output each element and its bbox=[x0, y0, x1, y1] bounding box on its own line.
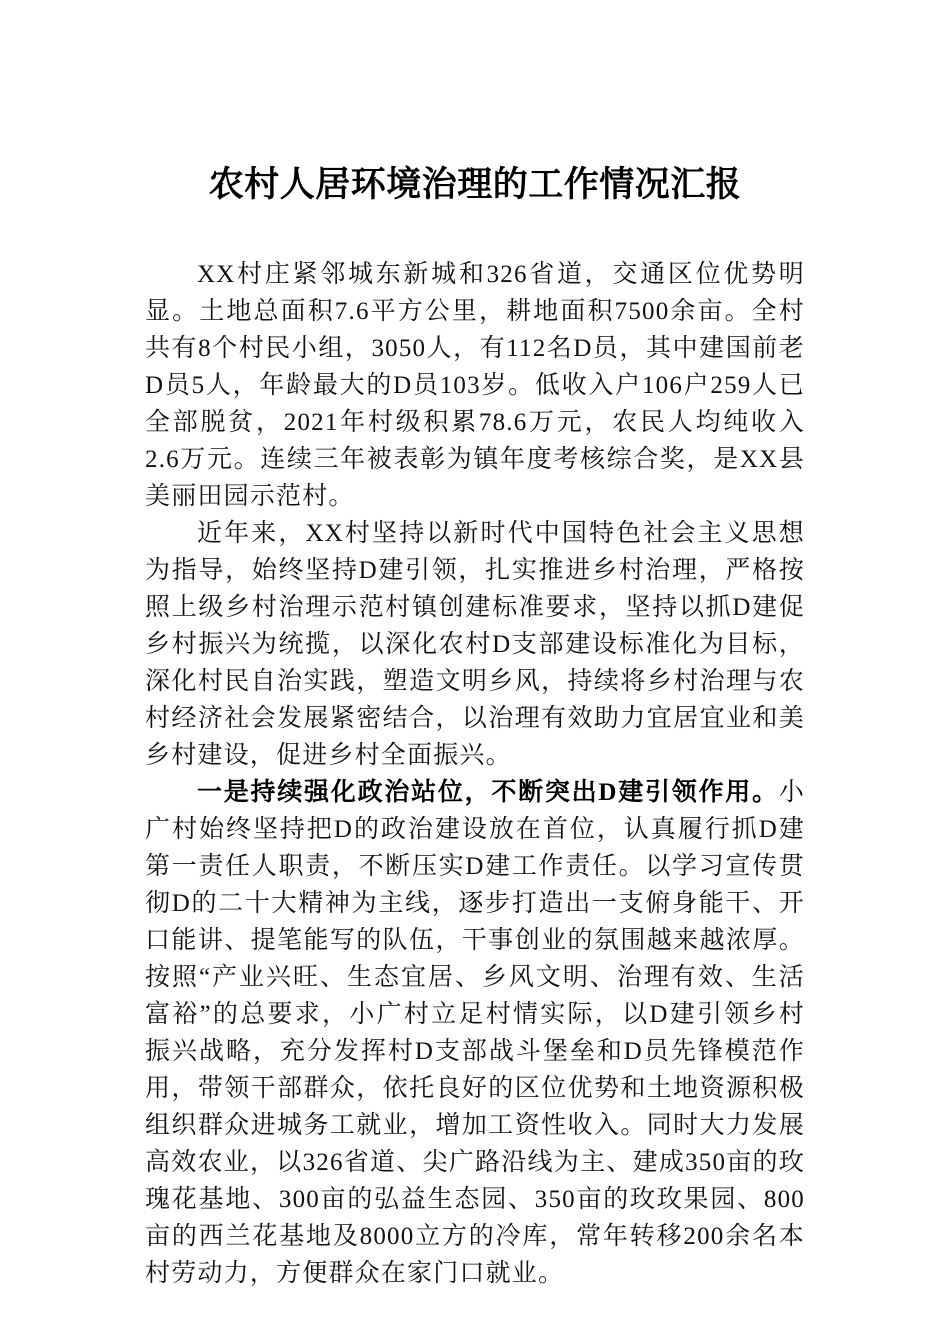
document-title: 农村人居环境治理的工作情况汇报 bbox=[208, 164, 742, 205]
paragraph-village-overview bbox=[145, 256, 805, 515]
paragraph-lead-bold: 一是持续强化政治站位，不断突出D建引领作用。 bbox=[197, 779, 779, 806]
document-body bbox=[145, 256, 805, 1292]
paragraph-political-stance bbox=[145, 774, 805, 1292]
paragraph-text: XX村庄紧邻城东新城和326省道，交通区位优势明显。土地总面积7.6平方公里，耕地面积7500余亩。全村共有8个村民小组，3050人，有112名D员，其中建国前老D员5人，年龄最大的D员103岁。低收入户106户259人已全部脱贫，2021年村级积累78.6万元，农民人均纯收入2.6万元。连续三年被表彰为镇年度考核综合奖，是XX县美丽田园示范村。 bbox=[145, 261, 805, 510]
paragraph-text: 近年来，XX村坚持以新时代中国特色社会主义思想为指导，始终坚持D建引领，扎实推进乡村治理，严格按照上级乡村治理示范村镇创建标准要求，坚持以抓D建促乡村振兴为统揽，以深化农村D支部建设标准化为目标，深化村民自治实践，塑造文明乡风，持续将乡村治理与农村经济社会发展紧密结合，以治理有效助力宜居宜业和美乡村建设，促进乡村全面振兴。 bbox=[145, 520, 805, 769]
paragraph-text: 小广村始终坚持把D的政治建设放在首位，认真履行抓D建第一责任人职责，不断压实D建工作责任。以学习宣传贯彻D的二十大精神为主线，逐步打造出一支俯身能干、开口能讲、提笔能写的队伍，干事创业的氛围越来越浓厚。按照“产业兴旺、生态宜居、乡风文明、治理有效、生活富裕”的总要求，小广村立足村情实际，以D建引领乡村振兴战略，充分发挥村D支部战斗堡垒和D员先锋模范作用，带领干部群众，依托良好的区位优势和土地资源积极组织群众进城务工就业，增加工资性收入。同时大力发展高效农业，以326省道、尖广路沿线为主、建成350亩的玫瑰花基地、300亩的弘益生态园、350亩的玫玫果园、800亩的西兰花基地及8000立方的冷库，常年转移200余名本村劳动力，方便群众在家门口就业。 bbox=[145, 779, 805, 1287]
paragraph-recent-years bbox=[145, 515, 805, 774]
